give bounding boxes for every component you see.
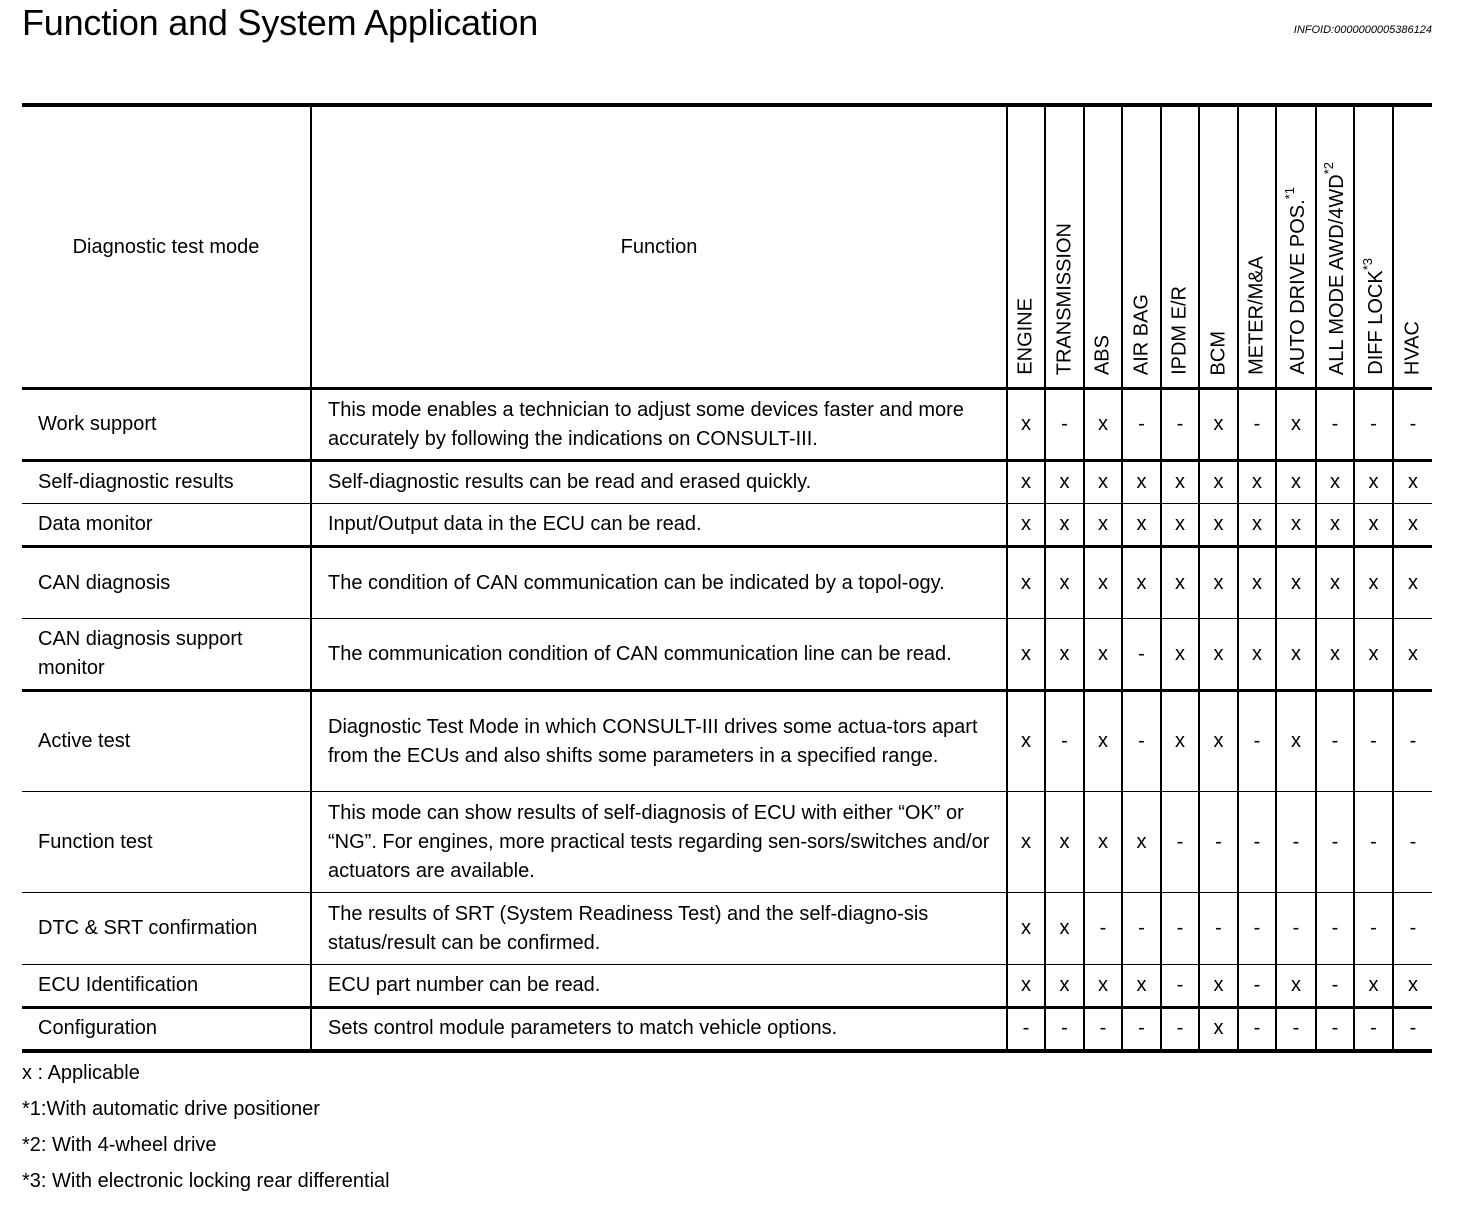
diagnostic-mode-cell: Active test	[22, 691, 311, 792]
not-applicable-mark: -	[1276, 1008, 1316, 1051]
not-applicable-mark: -	[1393, 893, 1432, 965]
not-applicable-mark: -	[1122, 1008, 1161, 1051]
function-description-cell: This mode enables a technician to adjust some devices faster and more accurately by following the indications on CONSULT-III.	[311, 389, 1007, 461]
not-applicable-mark: -	[1276, 893, 1316, 965]
diagnostic-mode-cell: DTC & SRT confirmation	[22, 893, 311, 965]
header-system	[1045, 105, 1084, 389]
applicable-mark: x	[1316, 547, 1354, 619]
applicable-mark: x	[1007, 547, 1045, 619]
diagnostic-mode-cell: ECU Identification	[22, 965, 311, 1008]
applicable-mark: x	[1007, 691, 1045, 792]
not-applicable-mark: -	[1238, 1008, 1276, 1051]
applicable-mark: x	[1045, 547, 1084, 619]
not-applicable-mark: -	[1045, 1008, 1084, 1051]
not-applicable-mark: -	[1238, 893, 1276, 965]
footnote-ref: *1	[1282, 187, 1298, 200]
header-system	[1393, 105, 1432, 389]
applicable-mark: x	[1084, 965, 1122, 1008]
table-header-row	[22, 105, 1432, 389]
applicable-mark: x	[1316, 619, 1354, 691]
function-description-cell: The results of SRT (System Readiness Test) and the self-diagno-sis status/result can be confirmed.	[311, 893, 1007, 965]
system-label-text: BCM	[1207, 330, 1229, 375]
applicable-mark: x	[1276, 389, 1316, 461]
table-row	[22, 461, 1432, 504]
not-applicable-mark: -	[1276, 792, 1316, 893]
header-system	[1007, 105, 1045, 389]
footnote-ref: *2	[1321, 161, 1337, 175]
table-row	[22, 965, 1432, 1008]
footnote-2: *2: With 4-wheel drive	[22, 1134, 217, 1156]
applicable-mark: x	[1393, 965, 1432, 1008]
applicable-mark: x	[1007, 792, 1045, 893]
not-applicable-mark: -	[1045, 691, 1084, 792]
applicable-mark: x	[1007, 504, 1045, 547]
diagnostic-mode-cell: Function test	[22, 792, 311, 893]
diagnostic-mode-cell: CAN diagnosis	[22, 547, 311, 619]
header-system-label	[1246, 256, 1269, 375]
header-system	[1316, 105, 1354, 389]
applicable-mark: x	[1084, 461, 1122, 504]
applicable-mark: x	[1316, 504, 1354, 547]
header-system	[1084, 105, 1122, 389]
applicable-mark: x	[1393, 547, 1432, 619]
not-applicable-mark: -	[1238, 792, 1276, 893]
applicable-mark: x	[1199, 1008, 1238, 1051]
applicable-mark: x	[1199, 389, 1238, 461]
system-label-text: METER/M&A	[1245, 256, 1268, 375]
applicable-mark: x	[1354, 619, 1393, 691]
not-applicable-mark: -	[1354, 691, 1393, 792]
header-system-label	[1053, 223, 1076, 375]
header-system	[1161, 105, 1199, 389]
applicable-mark: x	[1007, 461, 1045, 504]
not-applicable-mark: -	[1354, 1008, 1393, 1051]
applicable-mark: x	[1084, 547, 1122, 619]
header-system-label	[1360, 258, 1388, 375]
not-applicable-mark: -	[1354, 792, 1393, 893]
info-id: INFOID:0000000005386124	[1293, 24, 1432, 36]
applicable-mark: x	[1045, 965, 1084, 1008]
not-applicable-mark: -	[1084, 893, 1122, 965]
applicable-mark: x	[1354, 547, 1393, 619]
applicable-mark: x	[1084, 619, 1122, 691]
applicable-mark: x	[1045, 893, 1084, 965]
applicable-mark: x	[1393, 619, 1432, 691]
not-applicable-mark: -	[1393, 792, 1432, 893]
applicable-mark: x	[1122, 965, 1161, 1008]
function-description-cell: The condition of CAN communication can be indicated by a topol-ogy.	[311, 547, 1007, 619]
applicable-mark: x	[1199, 619, 1238, 691]
header-system	[1199, 105, 1238, 389]
applicable-mark: x	[1276, 965, 1316, 1008]
applicable-mark: x	[1161, 691, 1199, 792]
header-system-label	[1169, 286, 1192, 375]
not-applicable-mark: -	[1354, 389, 1393, 461]
not-applicable-mark: -	[1122, 893, 1161, 965]
system-label-text: ALL MODE AWD/4WD	[1325, 174, 1348, 375]
applicable-mark: x	[1122, 504, 1161, 547]
applicable-mark: x	[1238, 504, 1276, 547]
function-description-cell: Input/Output data in the ECU can be read.	[311, 504, 1007, 547]
header-system-label	[1015, 298, 1038, 375]
applicable-mark: x	[1393, 504, 1432, 547]
header-system-label	[1282, 187, 1310, 375]
applicable-mark: x	[1199, 547, 1238, 619]
applicable-mark: x	[1045, 504, 1084, 547]
diagnostic-mode-cell: Work support	[22, 389, 311, 461]
not-applicable-mark: -	[1316, 389, 1354, 461]
not-applicable-mark: -	[1316, 1008, 1354, 1051]
not-applicable-mark: -	[1161, 1008, 1199, 1051]
applicable-mark: x	[1238, 619, 1276, 691]
applicable-mark: x	[1161, 504, 1199, 547]
applicable-mark: x	[1161, 461, 1199, 504]
diagnostic-mode-cell: Self-diagnostic results	[22, 461, 311, 504]
not-applicable-mark: -	[1238, 965, 1276, 1008]
applicable-mark: x	[1007, 389, 1045, 461]
table-row	[22, 792, 1432, 893]
not-applicable-mark: -	[1199, 792, 1238, 893]
applicable-mark: x	[1199, 504, 1238, 547]
not-applicable-mark: -	[1161, 792, 1199, 893]
table-row	[22, 893, 1432, 965]
diagnostic-mode-cell: CAN diagnosis support monitor	[22, 619, 311, 691]
applicable-mark: x	[1007, 893, 1045, 965]
not-applicable-mark: -	[1161, 389, 1199, 461]
applicable-mark: x	[1238, 547, 1276, 619]
not-applicable-mark: -	[1007, 1008, 1045, 1051]
footnotes	[22, 1055, 390, 1199]
applicable-mark: x	[1276, 504, 1316, 547]
applicable-mark: x	[1122, 461, 1161, 504]
not-applicable-mark: -	[1045, 389, 1084, 461]
function-description-cell: Sets control module parameters to match vehicle options.	[311, 1008, 1007, 1051]
footnote-3: *3: With electronic locking rear differential	[22, 1170, 390, 1192]
not-applicable-mark: -	[1122, 389, 1161, 461]
table-row	[22, 1008, 1432, 1051]
applicable-mark: x	[1276, 547, 1316, 619]
applicable-mark: x	[1354, 461, 1393, 504]
applicable-mark: x	[1393, 461, 1432, 504]
not-applicable-mark: -	[1393, 691, 1432, 792]
applicable-mark: x	[1084, 504, 1122, 547]
applicable-mark: x	[1199, 691, 1238, 792]
page-title: Function and System Application	[22, 2, 539, 43]
header-system-label	[1321, 162, 1349, 375]
footnote-applicable: x : Applicable	[22, 1062, 140, 1084]
function-description-cell: This mode can show results of self-diagnosis of ECU with either “OK” or “NG”. For engines, more practical tests regarding sen-sors/switches and/or actuators are available.	[311, 792, 1007, 893]
applicable-mark: x	[1238, 461, 1276, 504]
applicable-mark: x	[1316, 461, 1354, 504]
function-description-cell: Diagnostic Test Mode in which CONSULT-III drives some actua-tors apart from the ECUs and also shifts some parameters in a specified range.	[311, 691, 1007, 792]
function-description-cell: Self-diagnostic results can be read and erased quickly.	[311, 461, 1007, 504]
footnote-1: *1:With automatic drive positioner	[22, 1098, 320, 1120]
applicable-mark: x	[1084, 792, 1122, 893]
system-label-text: HVAC	[1401, 320, 1424, 375]
table-row	[22, 619, 1432, 691]
system-label-text: TRANSMISSION	[1053, 222, 1075, 375]
applicable-mark: x	[1354, 965, 1393, 1008]
not-applicable-mark: -	[1316, 691, 1354, 792]
applicable-mark: x	[1276, 619, 1316, 691]
header-system	[1354, 105, 1393, 389]
applicable-mark: x	[1122, 547, 1161, 619]
applicable-mark: x	[1007, 965, 1045, 1008]
not-applicable-mark: -	[1316, 893, 1354, 965]
header-system	[1122, 105, 1161, 389]
table-row	[22, 504, 1432, 547]
header-system-label	[1402, 321, 1425, 375]
function-description-cell: The communication condition of CAN communication line can be read.	[311, 619, 1007, 691]
not-applicable-mark: -	[1122, 691, 1161, 792]
applicable-mark: x	[1276, 691, 1316, 792]
applicable-mark: x	[1084, 389, 1122, 461]
applicable-mark: x	[1276, 461, 1316, 504]
not-applicable-mark: -	[1354, 893, 1393, 965]
applicable-mark: x	[1045, 619, 1084, 691]
not-applicable-mark: -	[1238, 389, 1276, 461]
applicable-mark: x	[1045, 792, 1084, 893]
system-label-text: DIFF LOCK	[1364, 270, 1387, 375]
header-system	[1238, 105, 1276, 389]
system-label-text: ABS	[1091, 334, 1114, 375]
function-description-cell: ECU part number can be read.	[311, 965, 1007, 1008]
footnote-ref: *3	[1359, 258, 1375, 271]
not-applicable-mark: -	[1122, 619, 1161, 691]
not-applicable-mark: -	[1161, 893, 1199, 965]
header-function: Function	[311, 105, 1007, 389]
table-row	[22, 389, 1432, 461]
diagnostic-mode-cell: Configuration	[22, 1008, 311, 1051]
not-applicable-mark: -	[1084, 1008, 1122, 1051]
applicable-mark: x	[1007, 619, 1045, 691]
not-applicable-mark: -	[1316, 965, 1354, 1008]
applicable-mark: x	[1199, 965, 1238, 1008]
diagnostic-mode-cell: Data monitor	[22, 504, 311, 547]
table-row	[22, 547, 1432, 619]
applicable-mark: x	[1354, 504, 1393, 547]
not-applicable-mark: -	[1161, 965, 1199, 1008]
not-applicable-mark: -	[1199, 893, 1238, 965]
applicable-mark: x	[1161, 547, 1199, 619]
header-diagnostic-test-mode: Diagnostic test mode	[22, 105, 311, 389]
header-system-label	[1092, 335, 1115, 375]
system-label-text: ENGINE	[1014, 298, 1037, 375]
table-body	[22, 389, 1432, 1051]
applicable-mark: x	[1045, 461, 1084, 504]
function-system-table	[22, 103, 1432, 1053]
applicable-mark: x	[1199, 461, 1238, 504]
system-label-text: IPDM E/R	[1168, 286, 1191, 375]
applicable-mark: x	[1161, 619, 1199, 691]
system-label-text: AUTO DRIVE POS.	[1286, 199, 1309, 375]
applicable-mark: x	[1084, 691, 1122, 792]
header-system-label	[1130, 294, 1153, 375]
system-label-text: AIR BAG	[1130, 293, 1152, 375]
not-applicable-mark: -	[1393, 389, 1432, 461]
header-system	[1276, 105, 1316, 389]
not-applicable-mark: -	[1316, 792, 1354, 893]
header-system-label	[1207, 331, 1230, 375]
not-applicable-mark: -	[1393, 1008, 1432, 1051]
table-row	[22, 691, 1432, 792]
applicable-mark: x	[1122, 792, 1161, 893]
not-applicable-mark: -	[1238, 691, 1276, 792]
